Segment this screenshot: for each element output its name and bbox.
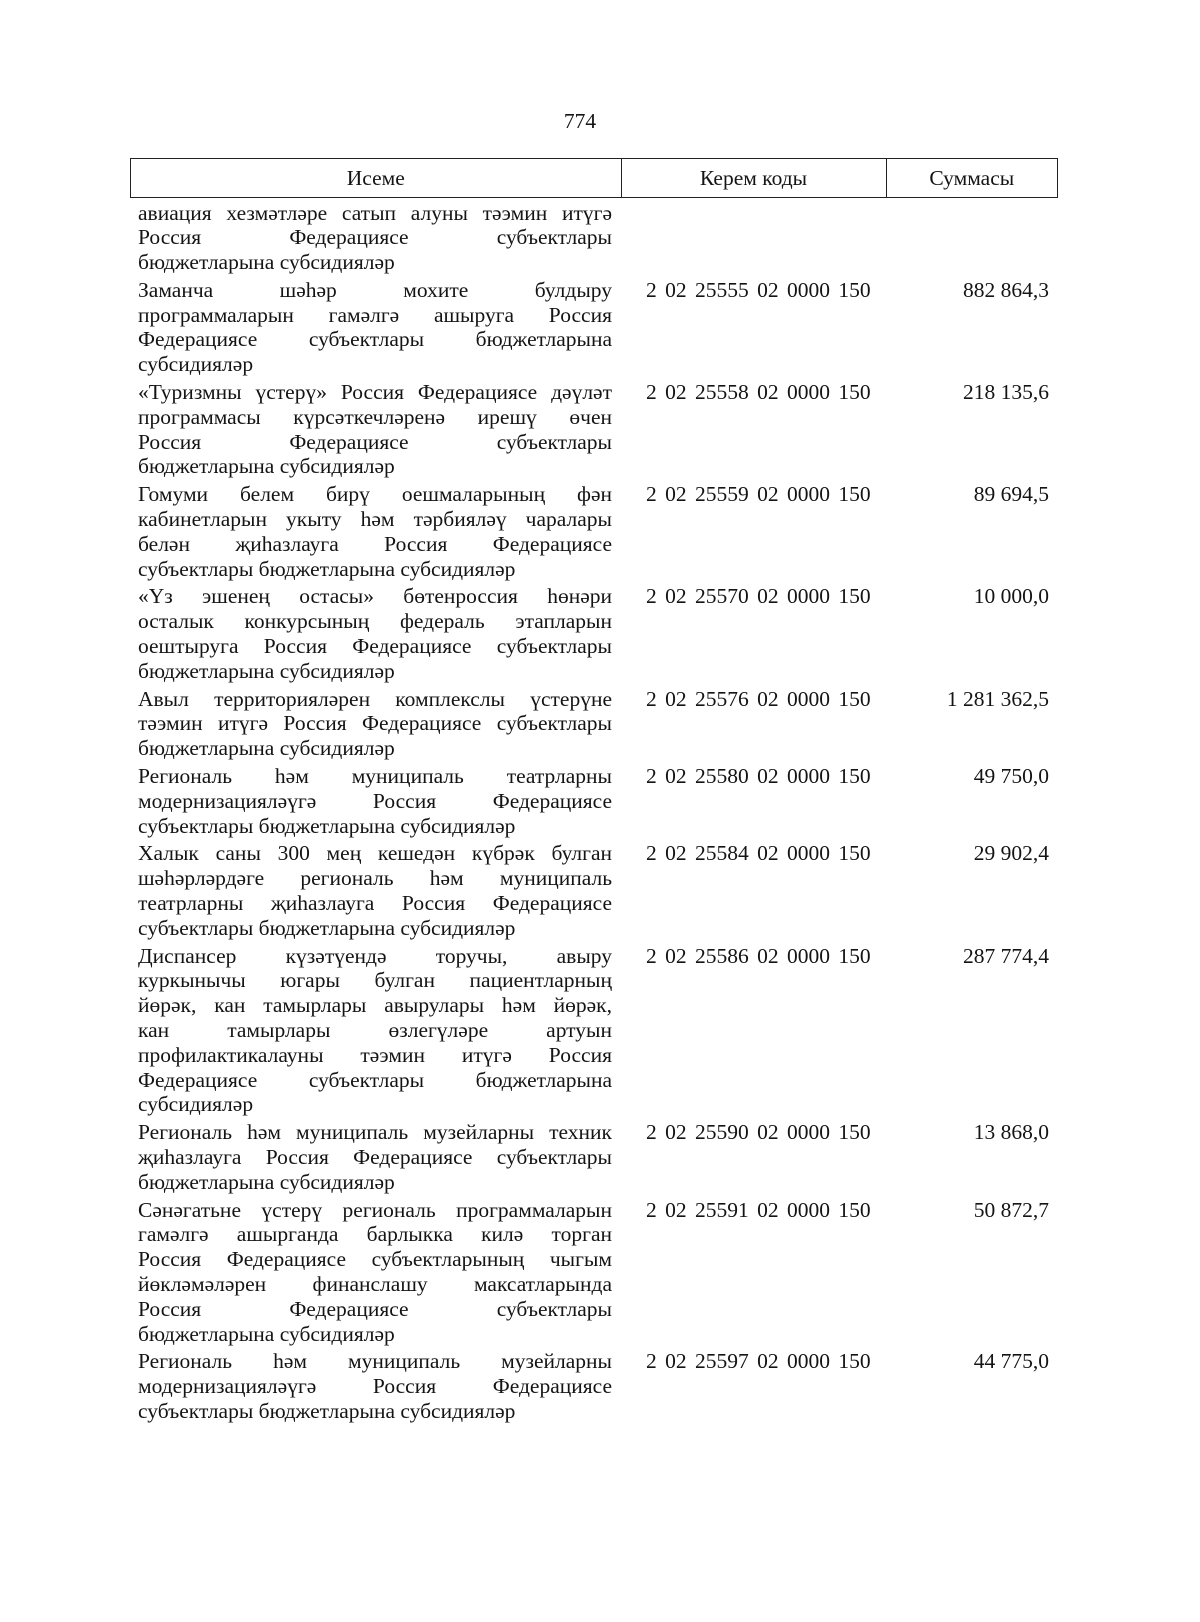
row-name-line: осталык конкурсының федераль этапларын <box>138 609 612 634</box>
row-name-line: профилактикалауны тәэмин итүгә Россия <box>138 1042 612 1067</box>
row-code-cell: 2 02 25559 02 0000 150 <box>646 482 871 507</box>
table-row <box>138 584 1049 683</box>
row-name-line: субъектлары бюджетларына субсидияләр <box>138 915 516 940</box>
row-name-cell <box>138 764 612 838</box>
row-name-line: бюджетларына субсидияләр <box>138 1321 395 1346</box>
table-body <box>138 201 1049 1427</box>
row-name-cell <box>138 380 612 479</box>
row-name-cell <box>138 482 612 581</box>
row-name-line: бюджетларына субсидияләр <box>138 250 395 275</box>
row-sum-cell: 882 864,3 <box>963 277 1049 302</box>
row-name-cell <box>138 687 612 761</box>
row-name-line: Региональ һәм муниципаль театрларны <box>138 764 612 789</box>
row-name-line: шәһәрләрдәге региональ һәм муниципаль <box>138 866 612 891</box>
row-code-cell: 2 02 25555 02 0000 150 <box>646 277 871 302</box>
row-name-line: авиация хезмәтләре сатып алуны тәэмин итүгә <box>138 200 612 225</box>
row-name-line: Федерациясе субъектлары бюджетларына <box>138 1067 612 1092</box>
row-name-line: Россия Федерациясе субъектлары <box>138 429 612 454</box>
row-name-line: йөкләмәләрен финанслашу максатларында <box>138 1271 612 1296</box>
row-name-line: субъектлары бюджетларына субсидияләр <box>138 813 516 838</box>
row-name-line: Россия Федерациясе субъектларының чыгым <box>138 1247 612 1272</box>
table-row <box>138 944 1049 1118</box>
row-sum-cell: 218 135,6 <box>963 380 1049 405</box>
table-row <box>138 764 1049 838</box>
table-row <box>138 687 1049 761</box>
table-row <box>138 380 1049 479</box>
row-name-line: кабинетларын укыту һәм тәрбияләү чаралары <box>138 507 612 532</box>
column-header-sum: Суммасы <box>929 166 1015 190</box>
row-name-line: программаларын гамәлгә ашыруга Россия <box>138 302 612 327</box>
row-sum-cell: 287 774,4 <box>963 943 1049 968</box>
row-name-cell <box>138 201 612 275</box>
row-name-cell <box>138 1198 612 1347</box>
row-name-line: программасы күрсәткечләренә ирешү өчен <box>138 404 612 429</box>
row-name-line: субъектлары бюджетларына субсидияләр <box>138 556 516 581</box>
row-name-line: бюджетларына субсидияләр <box>138 1169 395 1194</box>
row-name-line: субсидияләр <box>138 1092 254 1117</box>
row-name-line: Авыл территорияләрен комплекслы үстерүне <box>138 686 612 711</box>
row-name-line: Гомуми белем бирү оешмаларының фән <box>138 482 612 507</box>
row-name-line: театрларны җиһазлауга Россия Федерациясе <box>138 891 612 916</box>
table-row <box>138 1120 1049 1194</box>
row-name-line: бюджетларына субсидияләр <box>138 736 395 761</box>
row-name-line: белән җиһазлауга Россия Федерациясе <box>138 531 612 556</box>
row-sum-cell <box>886 201 1049 275</box>
row-name-line: Сәнәгатьне үстерү региональ программаларын <box>138 1197 612 1222</box>
row-name-line: бюджетларына субсидияләр <box>138 658 395 683</box>
row-name-cell <box>138 1349 612 1423</box>
page-number: 774 <box>563 109 597 133</box>
row-name-line: тәэмин итүгә Россия Федерациясе субъектлары <box>138 711 612 736</box>
row-code-cell <box>646 201 886 275</box>
row-name-line: субъектлары бюджетларына субсидияләр <box>138 1398 516 1423</box>
row-name-line: Россия Федерациясе субъектлары <box>138 225 612 250</box>
row-code-cell: 2 02 25597 02 0000 150 <box>646 1349 871 1374</box>
row-code-cell: 2 02 25586 02 0000 150 <box>646 943 871 968</box>
row-code-cell: 2 02 25558 02 0000 150 <box>646 380 871 405</box>
row-code-cell: 2 02 25580 02 0000 150 <box>646 764 871 789</box>
row-name-cell <box>138 584 612 683</box>
row-sum-cell: 1 281 362,5 <box>946 686 1049 711</box>
row-name-line: Региональ һәм муниципаль музейларны техник <box>138 1120 612 1145</box>
row-code-cell: 2 02 25584 02 0000 150 <box>646 841 871 866</box>
table-row <box>138 201 1049 275</box>
row-sum-cell: 10 000,0 <box>973 584 1049 609</box>
row-name-line: җиһазлауга Россия Федерациясе субъектлары <box>138 1144 612 1169</box>
row-code-cell: 2 02 25570 02 0000 150 <box>646 584 871 609</box>
row-code-cell: 2 02 25591 02 0000 150 <box>646 1197 871 1222</box>
row-name-cell <box>138 944 612 1118</box>
row-name-cell <box>138 841 612 940</box>
row-name-line: Халык саны 300 мең кешедән күбрәк булган <box>138 841 612 866</box>
row-name-line: «Туризмны үстерү» Россия Федерациясе дәүләт <box>138 380 612 405</box>
row-sum-cell: 50 872,7 <box>973 1197 1049 1222</box>
row-name-line: куркынычы югары булган пациентларның <box>138 968 612 993</box>
row-name-line: Федерациясе субъектлары бюджетларына <box>138 327 612 352</box>
row-sum-cell: 44 775,0 <box>973 1349 1049 1374</box>
table-row <box>138 278 1049 377</box>
row-code-cell: 2 02 25590 02 0000 150 <box>646 1120 871 1145</box>
row-code-cell: 2 02 25576 02 0000 150 <box>646 686 871 711</box>
row-name-line: оештыруга Россия Федерациясе субъектлары <box>138 634 612 659</box>
row-sum-cell: 89 694,5 <box>973 482 1049 507</box>
table-row <box>138 482 1049 581</box>
row-name-line: модернизацияләүгә Россия Федерациясе <box>138 1374 612 1399</box>
column-header-code: Керем коды <box>622 159 887 197</box>
row-name-cell <box>138 1120 612 1194</box>
row-name-line: «Үз эшенең остасы» бөтенроссия һөнәри <box>138 584 612 609</box>
row-name-line: йөрәк, кан тамырлары авырулары һәм йөрәк, <box>138 993 612 1018</box>
table-row <box>138 1198 1049 1347</box>
table-row <box>138 1349 1049 1423</box>
row-name-line: модернизацияләүгә Россия Федерациясе <box>138 788 612 813</box>
row-name-line: Региональ һәм муниципаль музейларны <box>138 1349 612 1374</box>
row-name-line: гамәлгә ашырганда барлыкка килә торган <box>138 1222 612 1247</box>
row-sum-cell: 29 902,4 <box>973 841 1049 866</box>
row-sum-cell: 49 750,0 <box>973 764 1049 789</box>
row-name-line: бюджетларына субсидияләр <box>138 454 395 479</box>
row-name-line: кан тамырлары өзлегүләре артуын <box>138 1018 612 1042</box>
table-row <box>138 841 1049 940</box>
row-name-line: Россия Федерациясе субъектлары <box>138 1296 612 1321</box>
row-name-line: Диспансер күзәтүендә торучы, авыру <box>138 943 612 968</box>
row-name-line: Заманча шәһәр мохите булдыру <box>138 277 612 302</box>
table-header <box>130 158 1058 198</box>
column-header-name: Исеме <box>131 159 622 197</box>
row-name-line: субсидияләр <box>138 352 254 377</box>
row-sum-cell: 13 868,0 <box>973 1120 1049 1145</box>
row-name-cell <box>138 278 612 377</box>
